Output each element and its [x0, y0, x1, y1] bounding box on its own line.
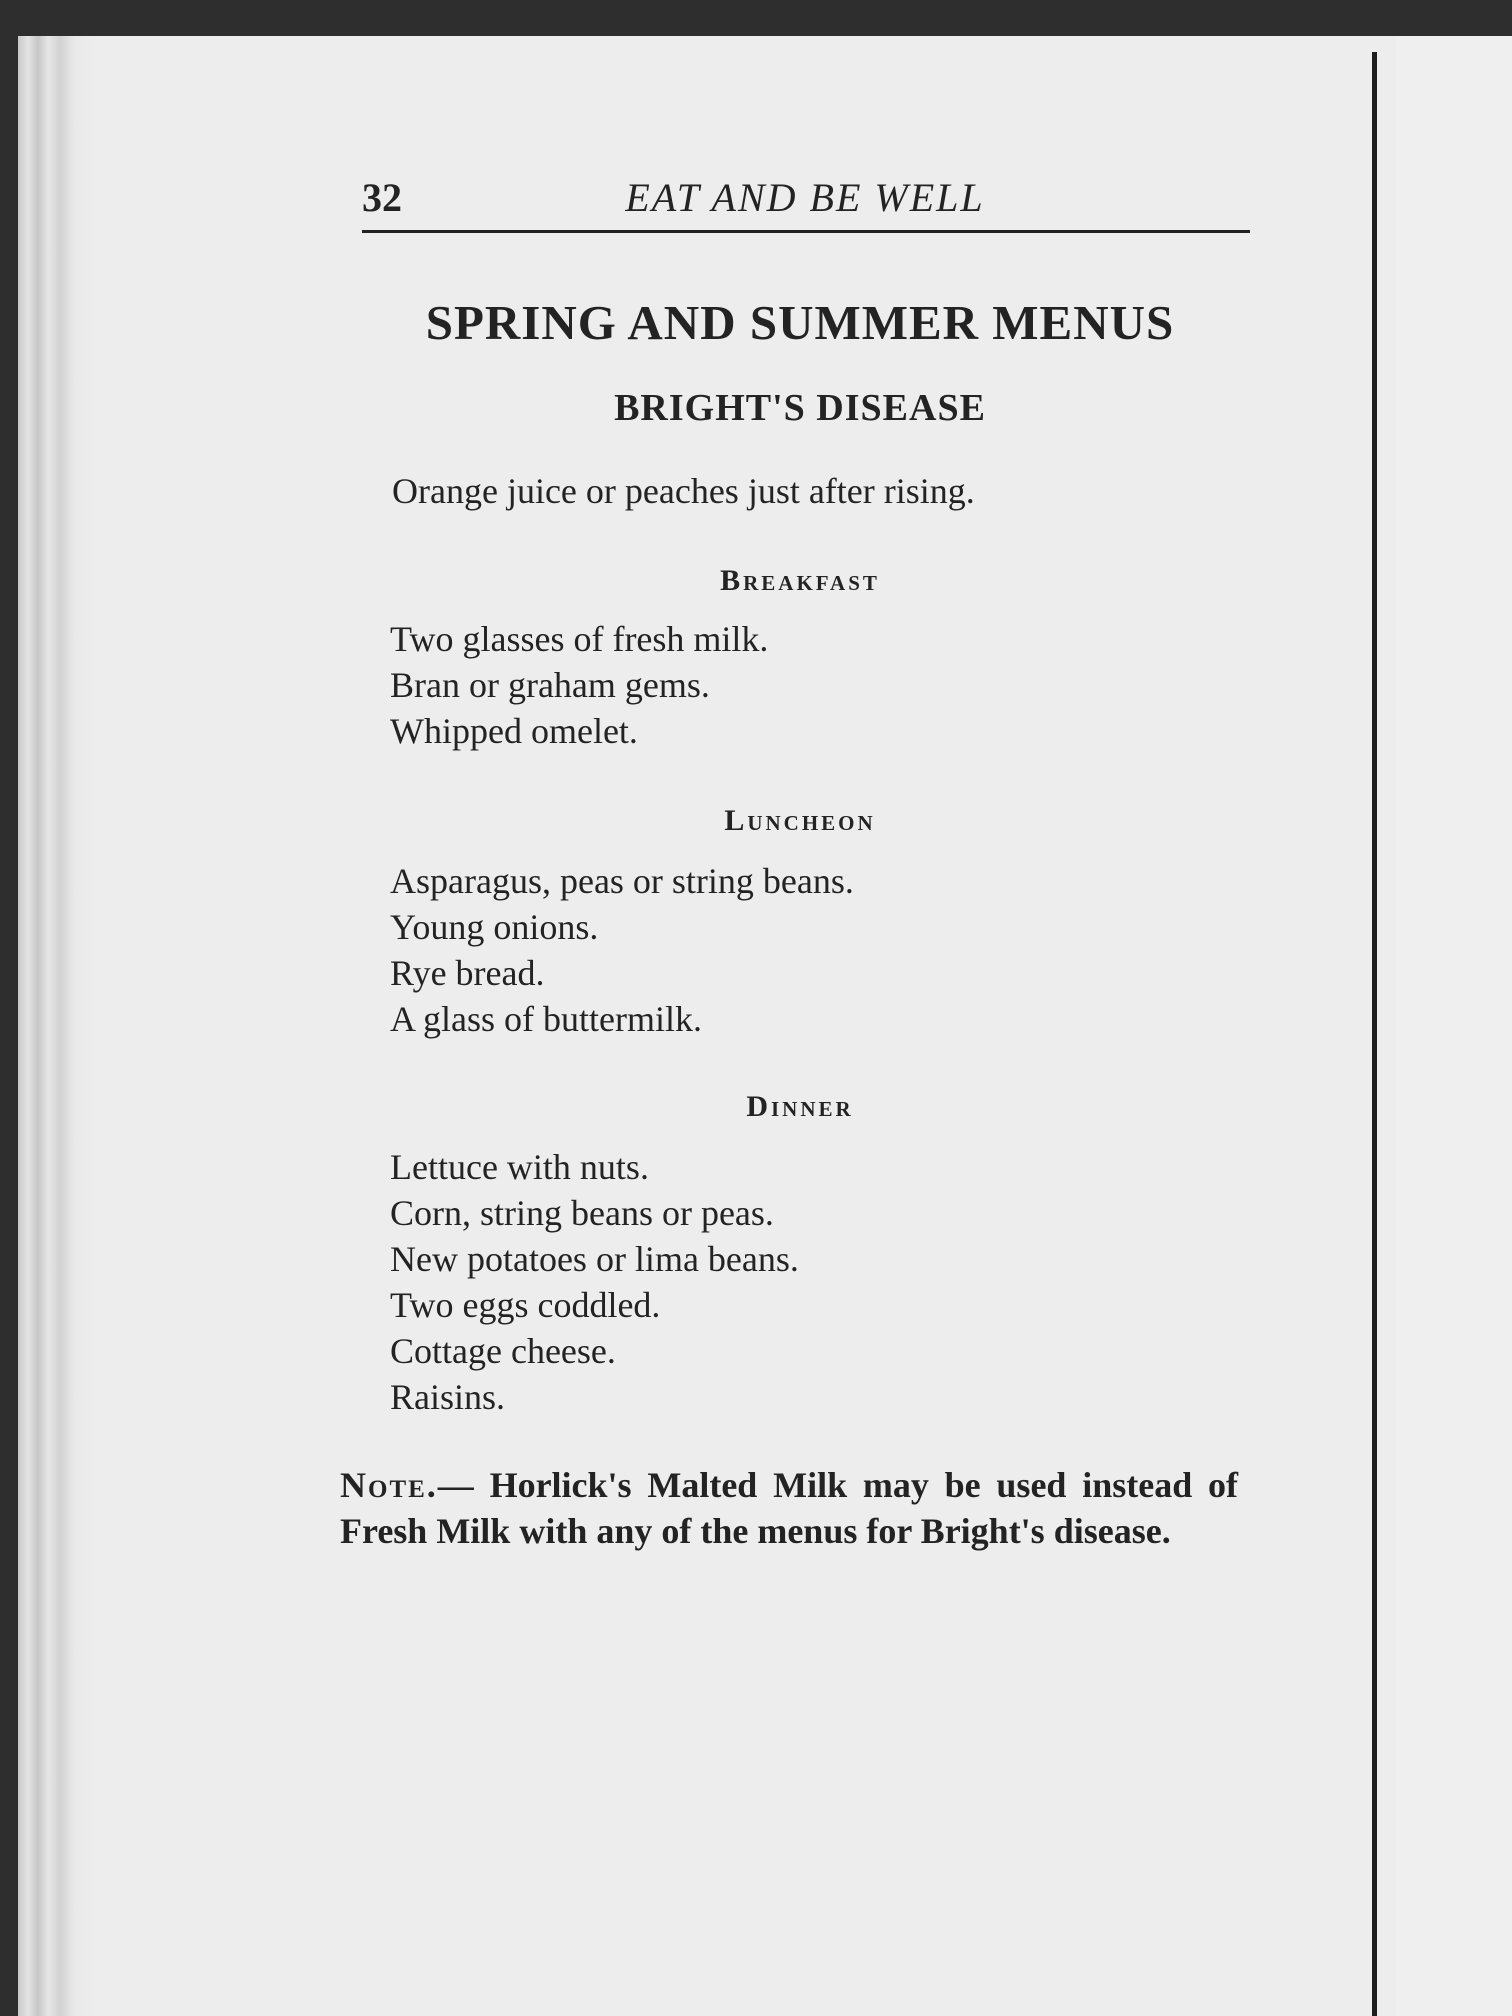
book-spine-edge	[18, 36, 96, 2016]
page-title: SPRING AND SUMMER MENUS	[425, 295, 1175, 350]
list-item: New potatoes or lima beans.	[390, 1239, 799, 1279]
list-item: Whipped omelet.	[390, 711, 638, 751]
list-item: Young onions.	[390, 907, 599, 947]
running-head: EAT AND BE WELL	[625, 175, 985, 220]
list-item: Two eggs coddled.	[390, 1285, 661, 1325]
breakfast-heading: Breakfast	[720, 564, 880, 597]
list-item: Rye bread.	[390, 953, 545, 993]
facing-page-edge	[1396, 36, 1512, 2016]
list-item: Two glasses of fresh milk.	[390, 619, 769, 659]
list-item: Corn, string beans or peas.	[390, 1193, 774, 1233]
list-item: Lettuce with nuts.	[390, 1147, 649, 1187]
luncheon-list	[390, 858, 854, 1042]
note-text: — Horlick's Malted Milk may be used instead of Fresh Milk with any of the menus for Bright's disease.	[340, 1465, 1238, 1551]
list-item: A glass of buttermilk.	[390, 999, 702, 1039]
page-header	[362, 170, 1248, 230]
list-item: Bran or graham gems.	[390, 665, 710, 705]
page-number: 32	[362, 175, 402, 220]
dinner-heading: Dinner	[746, 1090, 854, 1123]
intro-line: Orange juice or peaches just after rising.	[392, 471, 975, 511]
list-item: Raisins.	[390, 1377, 506, 1417]
header-rule	[362, 230, 1250, 233]
breakfast-list	[390, 616, 768, 754]
note-paragraph	[340, 1462, 1238, 1554]
note-label: Note.	[340, 1465, 438, 1505]
list-item: Cottage cheese.	[390, 1331, 616, 1371]
page-border-line	[1372, 52, 1377, 2016]
list-item: Asparagus, peas or string beans.	[390, 861, 854, 901]
section-subtitle: BRIGHT'S DISEASE	[614, 387, 986, 429]
dinner-list	[390, 1144, 799, 1420]
luncheon-heading: Luncheon	[724, 804, 876, 837]
